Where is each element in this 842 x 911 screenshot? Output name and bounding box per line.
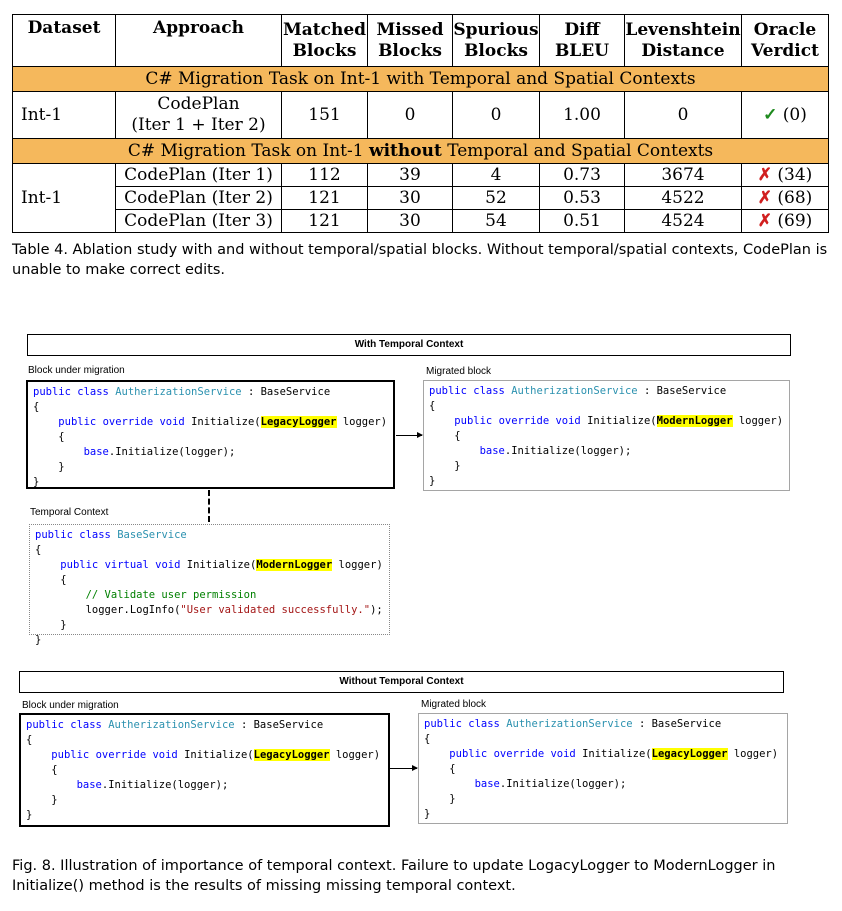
bleu-cell: 0.51 [540, 210, 625, 233]
col-missed-header: Missed Blocks [368, 15, 453, 67]
cross-icon: ✗ [757, 187, 772, 208]
missed-cell: 0 [368, 92, 453, 139]
cross-icon: ✗ [757, 210, 772, 231]
table-caption: Table 4. Ablation study with and without temporal/spatial blocks. Without temporal/spatial contexts, CodePlan is unable to make correct edits. [12, 242, 828, 278]
verdict-cell: ✗ (69) [742, 210, 829, 233]
figure-caption: Fig. 8. Illustration of importance of temporal context. Failure to update LogacyLogger to ModernLogger in Initialize() method is the results of missing missing temporal context. [12, 858, 776, 894]
arrow-icon [390, 768, 417, 769]
section-title: C# Migration Task on Int-1 with Temporal and Spatial Contexts [13, 67, 829, 92]
bleu-cell: 0.73 [540, 164, 625, 187]
matched-cell: 121 [282, 187, 368, 210]
block-label: Block under migration [28, 365, 125, 376]
migrated-label: Migrated block [426, 366, 492, 377]
temporal-context-block: public class BaseService { public virtual void Initialize(ModernLogger logger) { // Validate user permission logger.LogInfo("User validated successfully."); } } [29, 524, 390, 635]
panel-title: Without Temporal Context [19, 671, 784, 693]
missed-cell: 39 [368, 164, 453, 187]
table-row [13, 210, 829, 233]
approach-cell: CodePlan (Iter 1) [116, 164, 282, 187]
bleu-cell: 1.00 [540, 92, 625, 139]
dashed-connector [208, 490, 210, 522]
lev-cell: 0 [625, 92, 742, 139]
col-spurious-header: Spurious Blocks [453, 15, 540, 67]
spurious-cell: 4 [453, 164, 540, 187]
table-header-row [13, 15, 829, 67]
spurious-cell: 0 [453, 92, 540, 139]
check-icon: ✓ [763, 104, 778, 125]
approach-cell: CodePlan (Iter 3) [116, 210, 282, 233]
missed-cell: 30 [368, 187, 453, 210]
spurious-cell: 52 [453, 187, 540, 210]
table-row [13, 92, 829, 139]
verdict-cell: ✗ (34) [742, 164, 829, 187]
dataset-cell: Int-1 [13, 164, 116, 233]
arrow-icon [396, 435, 422, 436]
verdict-cell: ✓ (0) [742, 92, 829, 139]
bleu-cell: 0.53 [540, 187, 625, 210]
matched-cell: 121 [282, 210, 368, 233]
matched-cell: 112 [282, 164, 368, 187]
block-under-migration: public class AutherizationService : BaseService { public override void Initialize(LegacyLogger logger) { base.Initialize(logger); } } [19, 713, 390, 827]
col-lev-header: Levenshtein Distance [625, 15, 742, 67]
lev-cell: 4524 [625, 210, 742, 233]
migrated-block: public class AutherizationService : BaseService { public override void Initialize(ModernLogger logger) { base.Initialize(logger); } } [423, 380, 790, 491]
col-bleu-header: Diff BLEU [540, 15, 625, 67]
dataset-cell: Int-1 [13, 92, 116, 139]
migrated-label: Migrated block [421, 699, 487, 710]
spurious-cell: 54 [453, 210, 540, 233]
lev-cell: 4522 [625, 187, 742, 210]
table-row [13, 187, 829, 210]
col-matched-header: Matched Blocks [282, 15, 368, 67]
panel-title: With Temporal Context [27, 334, 791, 356]
matched-cell: 151 [282, 92, 368, 139]
approach-cell: CodePlan (Iter 1 + Iter 2) [116, 92, 282, 139]
section-row-without-context [13, 139, 829, 164]
temporal-label: Temporal Context [30, 507, 109, 518]
verdict-cell: ✗ (68) [742, 187, 829, 210]
lev-cell: 3674 [625, 164, 742, 187]
approach-cell: CodePlan (Iter 2) [116, 187, 282, 210]
cross-icon: ✗ [757, 164, 772, 185]
table-row [13, 164, 829, 187]
section-title: C# Migration Task on Int-1 without Temporal and Spatial Contexts [13, 139, 829, 164]
col-dataset-header: Dataset [13, 15, 116, 67]
migrated-block: public class AutherizationService : BaseService { public override void Initialize(LegacyLogger logger) { base.Initialize(logger); } } [418, 713, 788, 824]
col-approach-header: Approach [116, 15, 282, 67]
col-verdict-header: Oracle Verdict [742, 15, 829, 67]
block-under-migration: public class AutherizationService : BaseService { public override void Initialize(LegacyLogger logger) { base.Initialize(logger); } } [26, 380, 395, 489]
block-label: Block under migration [22, 700, 119, 711]
section-row-with-context [13, 67, 829, 92]
ablation-table [12, 14, 829, 233]
missed-cell: 30 [368, 210, 453, 233]
